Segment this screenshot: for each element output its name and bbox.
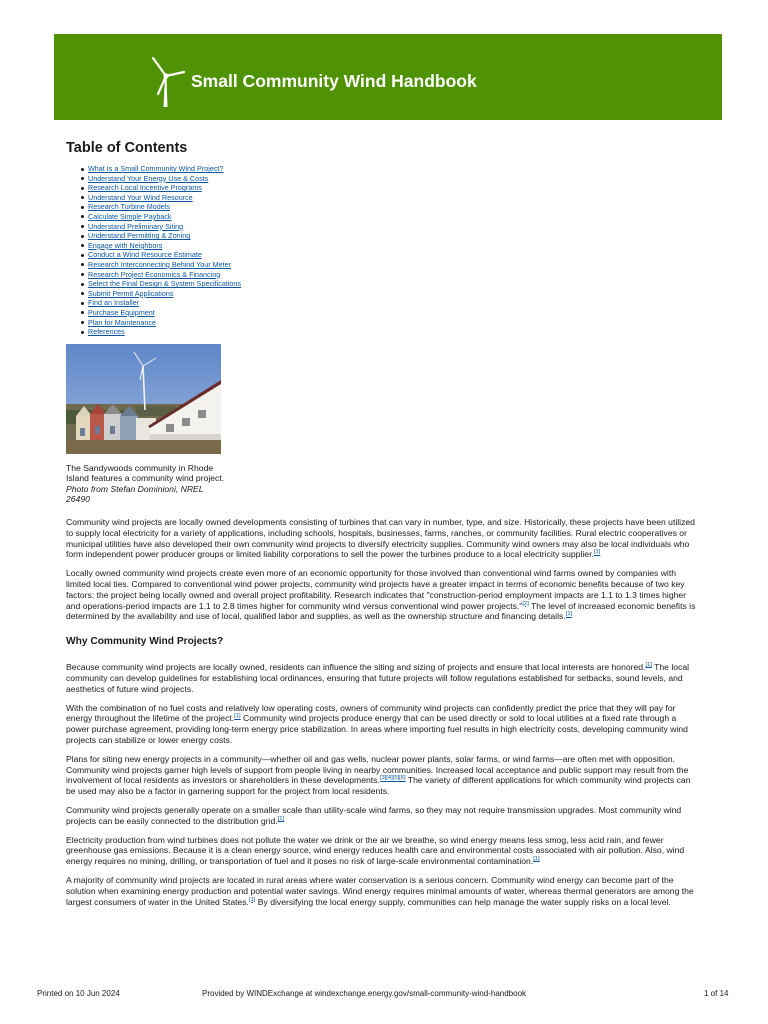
- toc-item: [88, 231, 702, 241]
- paragraph-text: The level of increased economic benefits is determined by the availability and use of local, qualified labor and supplies, as well as the ownership structure and financing details.: [66, 600, 696, 622]
- citation-link[interactable]: [1]: [248, 896, 256, 903]
- paragraph-text: Community wind projects are locally owned developments consisting of turbines that can vary in number, type, and size. Historically, these projects have been utilized to supply local electricity for a variety of applications, including schools, hospitals, businesses, farms, ranches, or community facilities. Rural electric cooperatives or municipal utilities have also developed their own community wind projects to diversify electricity supplies. Community wind owners may also be local individuals who form independent power producer groups or limited liability corporations to sell the power the turbines produce to a local electricity supplier.: [66, 517, 695, 560]
- toc-link-maintenance[interactable]: Plan for Maintenance: [88, 317, 156, 327]
- footer-page-number: 1 of 14: [704, 989, 729, 998]
- toc-link-turbine-models[interactable]: Research Turbine Models: [88, 202, 170, 212]
- toc-item: [88, 260, 702, 270]
- toc-heading: Table of Contents: [66, 140, 188, 156]
- toc-item: [88, 279, 702, 289]
- toc-item: [88, 250, 702, 260]
- citation-link[interactable]: [1]: [277, 815, 285, 822]
- citation-link[interactable]: [2]: [522, 600, 529, 607]
- citation-link[interactable]: [1]: [593, 549, 601, 556]
- toc-link-preliminary-siting[interactable]: Understand Preliminary Siting: [88, 221, 184, 231]
- toc-link-energy-use[interactable]: Understand Your Energy Use & Costs: [88, 173, 209, 183]
- toc-item: [88, 270, 702, 280]
- toc-link-permit-applications[interactable]: Submit Permit Applications: [88, 288, 174, 298]
- paragraph-support: [66, 754, 702, 797]
- paragraph-text: The local community can develop guidelines for establishing local ordinances, ensuring that future projects will follow regulations established for setbacks, sound levels, and aesthetics of future wind projects.: [66, 662, 690, 694]
- caption-credit: Photo from Stefan Dominioni, NREL 26490: [66, 483, 204, 505]
- caption-text: The Sandywoods community in Rhode Island features a community wind project.: [66, 462, 225, 484]
- paragraph-price-stability: [66, 703, 702, 746]
- toc-link-economics[interactable]: Research Project Economics & Financing: [88, 269, 221, 279]
- toc-link-wind-resource[interactable]: Understand Your Wind Resource: [88, 192, 193, 202]
- paragraph-text: Because community wind projects are locally owned, residents can influence the siting and sizing of projects and ensure that local interests are honored.: [66, 662, 646, 673]
- toc-link-incentives[interactable]: Research Local Incentive Programs: [88, 183, 202, 193]
- citation-link[interactable]: [1]: [645, 662, 652, 669]
- footer-printed-date: Printed on 10 Jun 2024: [37, 989, 120, 998]
- toc-item: [88, 308, 702, 318]
- paragraph-text: Plans for siting new energy projects in a community—whether oil and gas wells, nuclear power plants, solar farms, or wind farms—are often met with opposition. Community wind projects garner high levels of support from people living in nearby communities. Increased local acceptance and public support may result from the involvement of local residents as investors or shareholders in these developments.: [66, 753, 689, 786]
- toc-link-neighbors[interactable]: Engage with Neighbors: [88, 240, 163, 250]
- paragraph-text: A majority of community wind projects are located in rural areas where water conservation is a serious concern. Community wind energy can become part of the solution when examining energy production and potential water savings. Wind energy requires minimal amounts of water, whereas thermal generators are among the largest consumers of water in the United States.: [66, 874, 694, 907]
- paragraph-text: By diversifying the local energy supply, communities can help manage the water supply risks on a local level.: [255, 896, 671, 907]
- wind-turbine-icon: [146, 56, 186, 108]
- toc-link-references[interactable]: References: [88, 327, 125, 337]
- main-content: [66, 136, 702, 915]
- toc-item: [88, 241, 702, 251]
- paragraph-text: Electricity production from wind turbines does not pollute the water we drink or the air we breathe, so wind energy means less smog, less acid rain, and fewer greenhouse gas emissions. Because it is a clean energy source, wind energy reduces health care and environmental costs associated with air pollution. Also, wind energy requires no mining, drilling, or transportation of fuel and it poses no risk of large-scale environmental contamination.: [66, 834, 685, 867]
- toc-link-resource-estimate[interactable]: Conduct a Wind Resource Estimate: [88, 250, 202, 260]
- toc-item: [88, 212, 702, 222]
- toc-item: [88, 183, 702, 193]
- community-wind-photo: [66, 344, 221, 454]
- toc-item: [88, 193, 702, 203]
- footer-source: Provided by WINDExchange at windexchange.energy.gov/small-community-wind-handbook: [202, 989, 527, 998]
- toc-link-final-design[interactable]: Select the Final Design & System Specifications: [88, 279, 242, 289]
- photo-caption: [66, 463, 226, 505]
- header-banner: [54, 34, 722, 120]
- page-title: Small Community Wind Handbook: [191, 71, 477, 91]
- paragraph-water: [66, 875, 702, 907]
- section-heading: Why Community Wind Projects?: [66, 636, 224, 648]
- toc-item: [88, 289, 702, 299]
- toc-link-interconnecting[interactable]: Research Interconnecting Behind Your Meter: [88, 259, 232, 269]
- toc-item: [88, 174, 702, 184]
- toc-link-installer[interactable]: Find an Installer: [88, 298, 140, 308]
- toc-item: [88, 202, 702, 212]
- paragraph-economics: [66, 568, 702, 622]
- paragraph-pollution: [66, 835, 702, 867]
- paragraph-text: The variety of different applications for which community wind projects can be used may also be a factor in garnering support for the project from local residents.: [66, 775, 691, 797]
- toc-item: [88, 318, 702, 328]
- toc-item: [88, 327, 702, 337]
- toc-link-permitting[interactable]: Understand Permitting & Zoning: [88, 231, 191, 241]
- toc-item: [88, 164, 702, 174]
- paragraph-local-influence: [66, 662, 702, 694]
- toc-link-purchase[interactable]: Purchase Equipment: [88, 307, 155, 317]
- paragraph-text: Community wind projects generally operate on a smaller scale than utility-scale wind farms, so they may not require transmission upgrades. Most community wind projects can be easily connected to the distribution grid.: [66, 805, 682, 826]
- paragraph-grid: [66, 805, 702, 827]
- citation-link[interactable]: [3][4][5][6]: [379, 775, 406, 782]
- paragraph-text: Community wind projects produce energy that can be used directly or sold to local utilities at a fixed rate through a power purchase agreement, providing long-term energy price stabilization. In areas where importing fuel results in high electricity costs, developing community wind projects can stabilize or lower energy costs.: [66, 713, 688, 746]
- paragraph-text: Locally owned community wind projects create even more of an economic opportunity for those involved than conventional wind farms owned by companies with limited local ties. Compared to conventional wind power projects, community wind projects have a greater impact in terms of economic benefits because of two key factors: the project being locally owned and overall project profitability. Research indicates that "construction-period employment impacts are 1.1 to 1.3 times higher and operations-period impacts are 1.1 to 2.8 times higher for community wind versus conventional wind power projects.": [66, 568, 687, 611]
- paragraph-text: With the combination of no fuel costs and relatively low operating costs, owners of community wind projects can confidently predict the price that they will pay for energy throughout the lifetime of the project.: [66, 702, 676, 724]
- citation-link[interactable]: [1]: [234, 713, 241, 720]
- toc-item: [88, 222, 702, 232]
- toc-list: [66, 164, 702, 337]
- toc-item: [88, 298, 702, 308]
- citation-link[interactable]: [1]: [533, 856, 540, 863]
- toc-link-simple-payback[interactable]: Calculate Simple Payback: [88, 211, 172, 221]
- paragraph-intro: [66, 517, 702, 560]
- citation-link[interactable]: [1]: [565, 611, 573, 618]
- toc-link-what-is[interactable]: What Is a Small Community Wind Project?: [88, 164, 224, 173]
